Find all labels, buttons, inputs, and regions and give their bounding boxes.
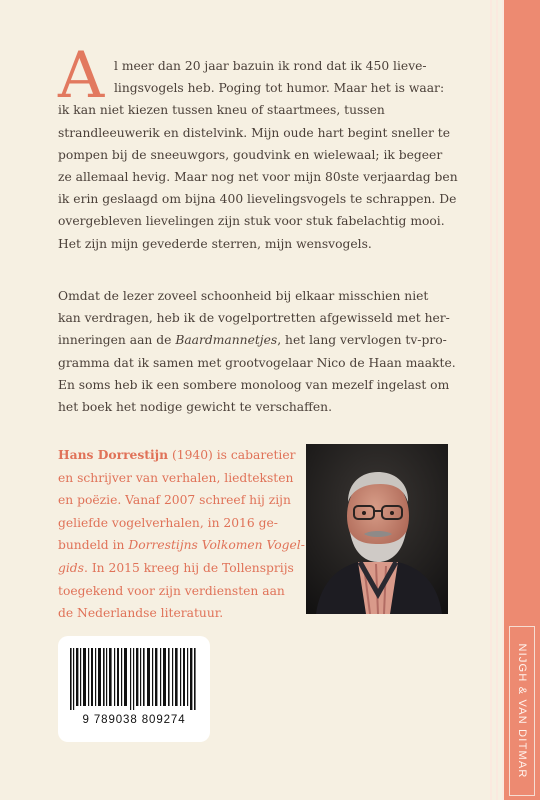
text-line: [58, 557, 302, 580]
author-bio: [58, 444, 305, 625]
text-line: overgebleven lievelingen zijn stuk voor stuk fabelachtig mooi.: [58, 214, 445, 229]
isbn-number: 9 789038 809274: [82, 714, 186, 726]
band-stripe: [496, 0, 498, 800]
text-line: het boek het nodige gewicht te verschaffen.: [58, 400, 332, 415]
book-title: Dorrestijns Volkomen Vogel-: [128, 538, 305, 553]
text-line: l meer dan 20 jaar bazuin ik rond dat ik 450 lieve-: [114, 59, 427, 73]
text-run: (1940) is cabaretier: [168, 448, 296, 462]
text-run: . In 2015 kreeg hij de Tollensprijs: [84, 560, 294, 575]
text-line: toegekend voor zijn verdiensten aan: [58, 583, 285, 598]
text-line: ze allemaal hevig. Maar nog net voor mijn 80ste verjaardag ben: [58, 170, 458, 185]
text-line: lingsvogels heb. Poging tot humor. Maar het is waar:: [114, 81, 445, 96]
text-line: [58, 534, 305, 557]
text-line: Het zijn mijn gevederde sterren, mijn wensvogels.: [58, 236, 372, 251]
tv-program-title: Baardmannetjes: [175, 333, 278, 348]
text-run: , het lang vervlogen tv-pro-: [277, 333, 447, 348]
text-line: pompen bij de sneeuwgors, goudvink en wielewaal; ik begeer: [58, 147, 443, 162]
text-line: ik kan niet kiezen tussen kneu of staartmees, tussen: [58, 103, 385, 118]
publisher-label: [509, 626, 535, 796]
text-line: [58, 329, 454, 351]
text-line: de Nederlandse literatuur.: [58, 606, 224, 621]
text-line: gramma dat ik samen met grootvogelaar Nico de Haan maakte.: [58, 355, 456, 370]
text-line: [58, 444, 302, 467]
publisher-name: NIJGH & VAN DITMAR: [516, 643, 528, 779]
band-stripe: [502, 0, 504, 800]
text-line: En soms heb ik een sombere monoloog van mezelf ingelast om: [58, 377, 450, 392]
band-stripe: [490, 0, 492, 800]
text-line: Omdat de lezer zoveel schoonheid bij elkaar misschien niet: [58, 289, 429, 303]
blurb-paragraph-2: [58, 285, 454, 418]
text-line: en poëzie. Vanaf 2007 schreef hij zijn: [58, 493, 291, 508]
drop-cap: A: [58, 39, 105, 113]
text-line: kan verdragen, heb ik de vogelportretten afgewisseld met her-: [58, 311, 450, 326]
book-title: gids: [58, 560, 84, 575]
blurb-paragraph-1: [58, 55, 458, 255]
text-line: en schrijver van verhalen, liedteksten: [58, 470, 294, 485]
author-photo: [306, 444, 448, 614]
author-name: Hans Dorrestijn: [58, 447, 169, 462]
portrait-illustration: [306, 444, 448, 614]
text-line: ik erin geslaagd om bijna 400 lievelingsvogels te schrappen. De: [58, 192, 457, 207]
barcode: [58, 636, 210, 742]
barcode-bars: [70, 648, 198, 710]
text-run: bundeld in: [58, 538, 129, 553]
text-line: strandleeuwerik en distelvink. Mijn oude hart begint sneller te: [58, 125, 450, 140]
text-run: inneringen aan de: [58, 333, 176, 348]
text-line: geliefde vogelverhalen, in 2016 ge-: [58, 515, 278, 530]
